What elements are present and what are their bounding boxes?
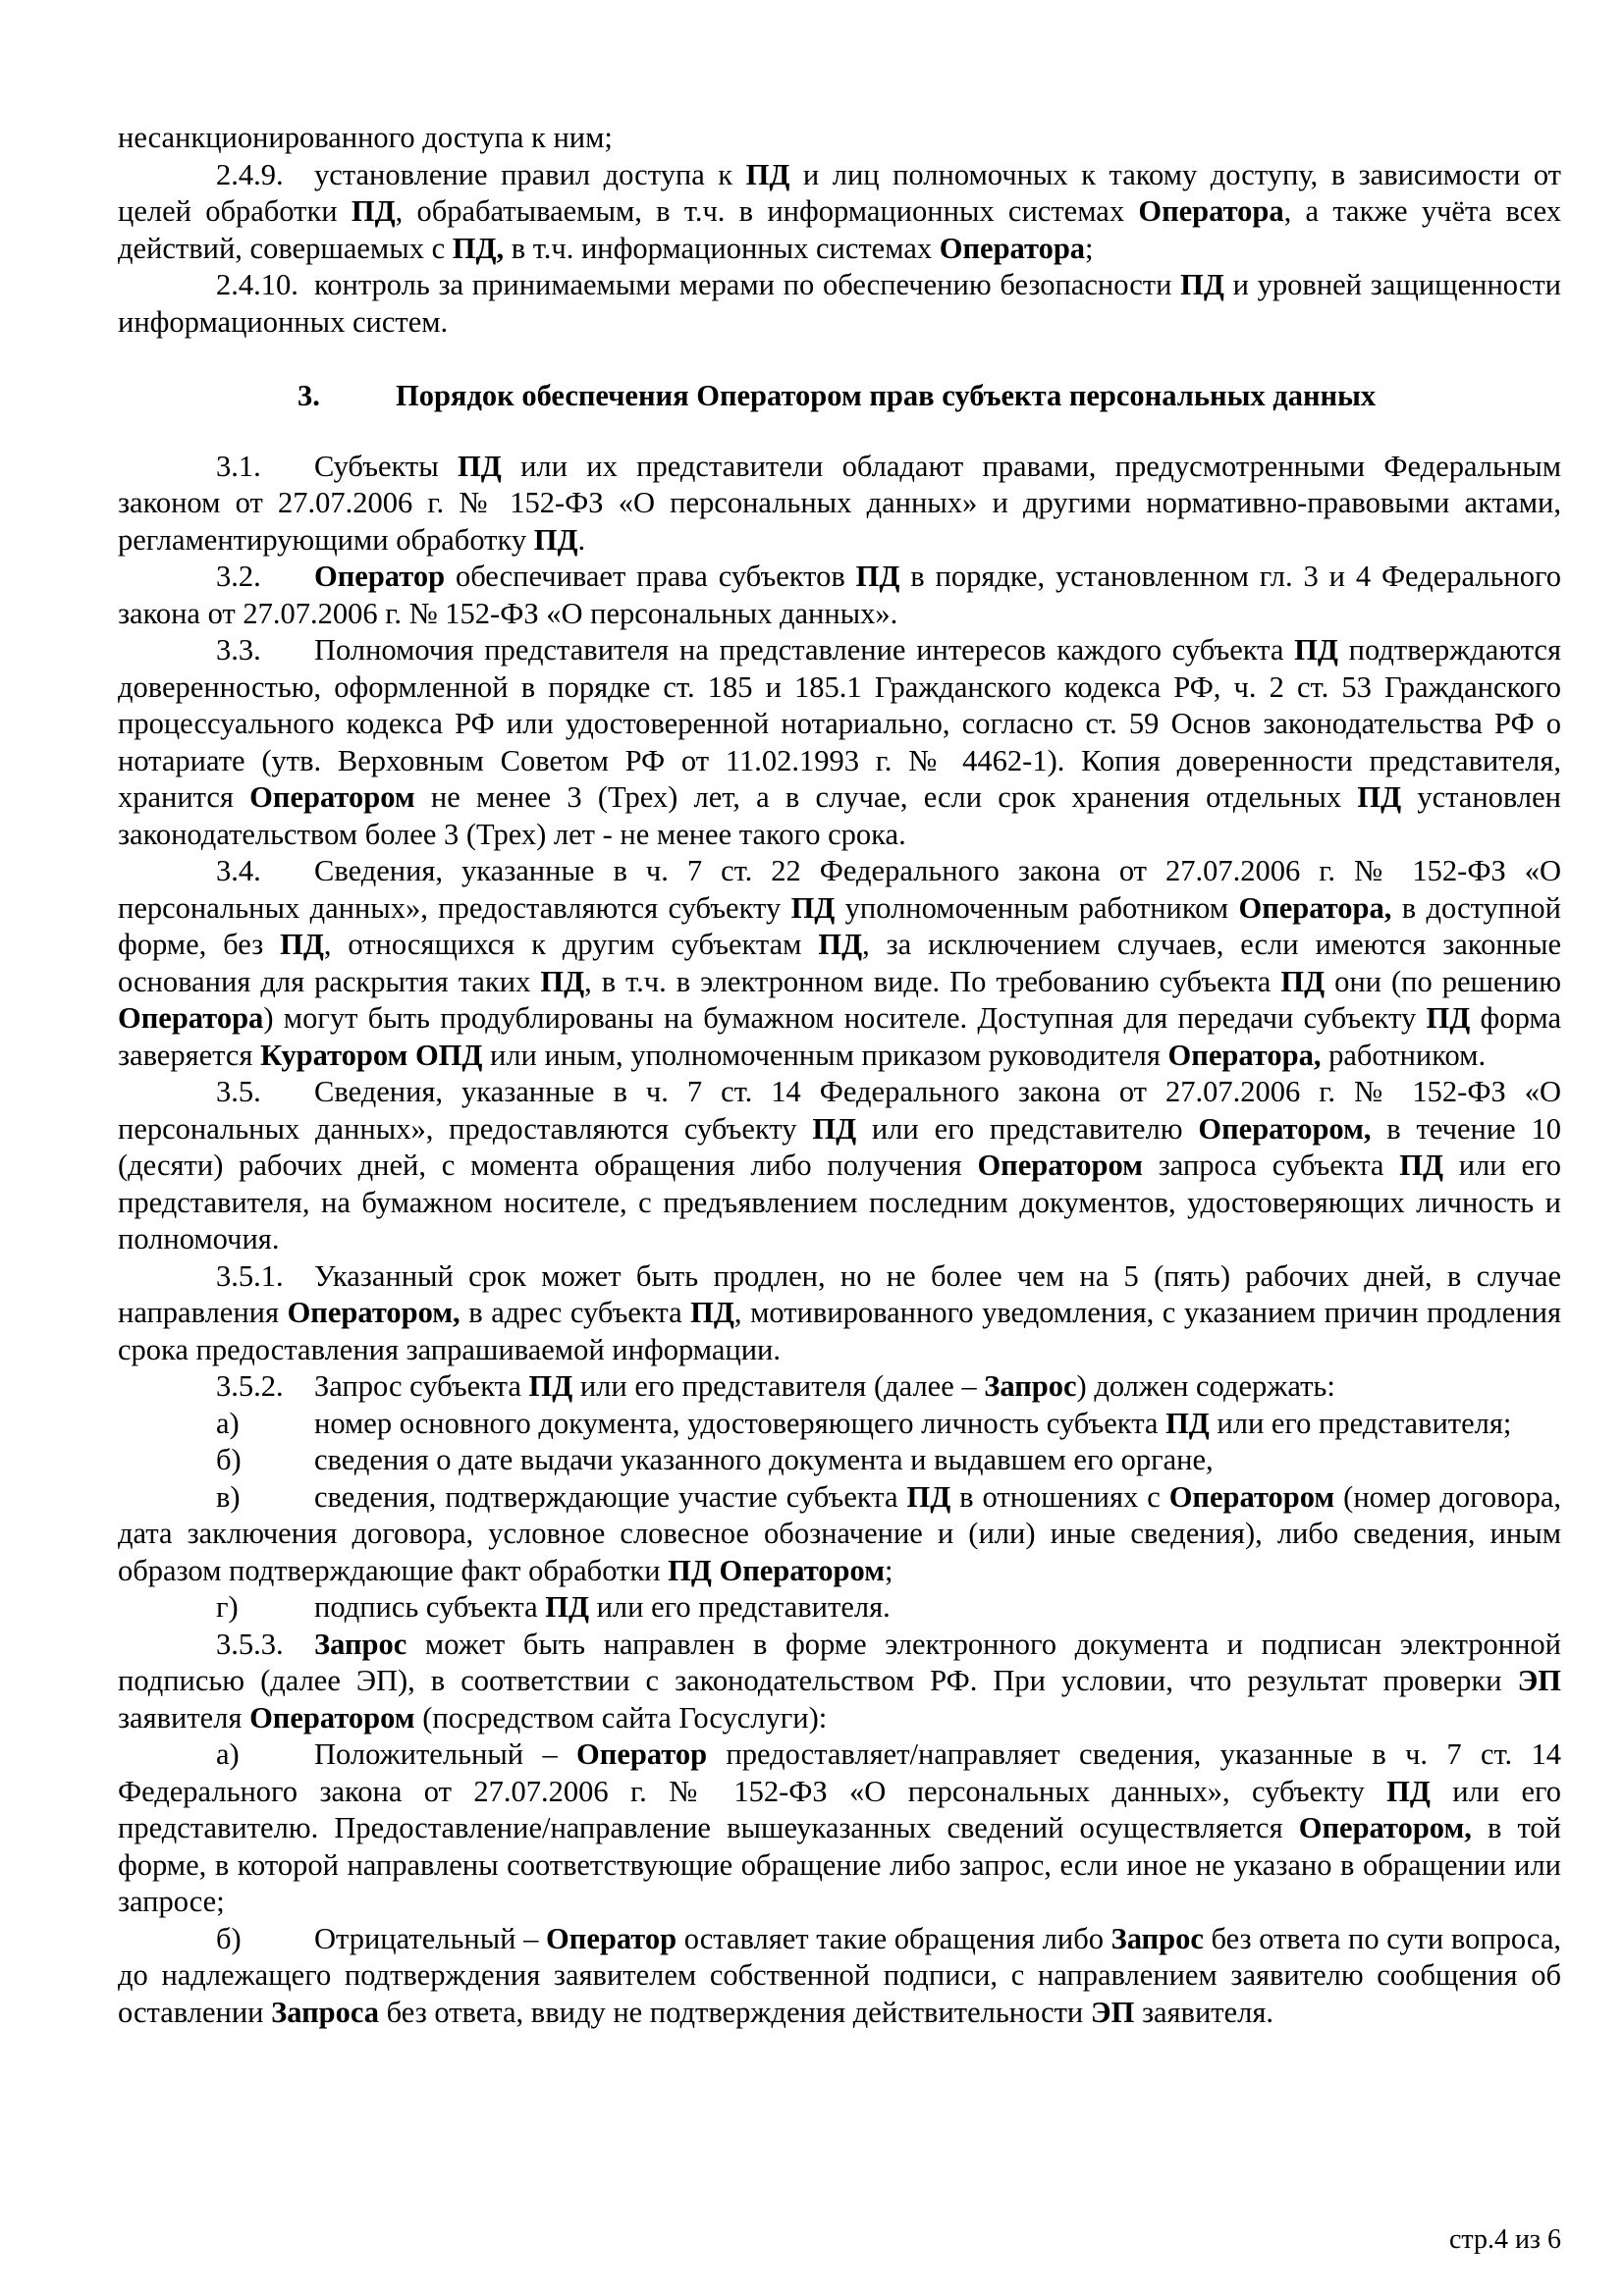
- text-run: без ответа по сути вопроса, до надлежащего подтверждения заявителем собственной подписи, с направлением заявителю сообщения об оставлении: [118, 1921, 1561, 2029]
- text-run: в той форме, в которой направлены соответствующие обращение либо запрос, если иное не указано в обращении или запросе;: [118, 1811, 1561, 1918]
- text-run: в доступной форме, без: [118, 890, 1561, 961]
- clause-number: 3.5.2.: [216, 1369, 284, 1403]
- paragraph: [118, 1736, 1561, 1921]
- bold-term: ПД: [1165, 1406, 1210, 1440]
- text-run: запроса субъекта: [1142, 1148, 1400, 1182]
- bold-term: Оператором,: [1298, 1811, 1472, 1844]
- bold-term: ПД: [790, 890, 836, 925]
- paragraph: [118, 1442, 1561, 1479]
- bold-term: Оператором: [249, 780, 415, 814]
- clause-number: 2.4.9.: [216, 157, 284, 191]
- text-run: , а также учёта всех действий, совершаемых с: [118, 194, 1561, 265]
- text-run: Сведения, указанные в ч. 7 ст. 22 Федерального закона от 27.07.2006 г. № 152-ФЗ «О персональных данных», предоставляются субъекту: [118, 854, 1561, 925]
- text-run: установление правил доступа к: [314, 157, 746, 191]
- section-3-body: [118, 449, 1561, 2032]
- paragraph: [118, 1368, 1561, 1406]
- paragraph: [118, 1921, 1561, 2032]
- text-run: форма заверяется: [118, 1001, 1561, 1072]
- bold-term: Оператора: [1138, 194, 1284, 228]
- bold-term: ПД: [1386, 1774, 1431, 1808]
- bold-term: ПД: [745, 157, 790, 191]
- text-run: или иным, уполномоченным приказом руководителя: [482, 1038, 1168, 1072]
- paragraph: [118, 120, 1561, 157]
- bold-term: Оператора: [118, 1001, 264, 1035]
- text-run: Полномочия представителя на представление интересов каждого субъекта: [314, 633, 1295, 667]
- text-run: (посредством сайта Госуслуги):: [414, 1700, 828, 1735]
- bold-term: ЭП: [1090, 1995, 1135, 2029]
- clause-number: 2.4.10.: [216, 268, 298, 301]
- text-run: предоставляет/направляет сведения, указанные в ч. 7 ст. 14 Федерального закона от 27.07.2006 г. № 152-ФЗ «О персональных данных», субъекту: [118, 1737, 1561, 1808]
- text-run: ) могут быть продублированы на бумажном носителе. Доступная для передачи субъекту: [263, 1001, 1427, 1035]
- bold-term: Запроса: [271, 1995, 380, 2029]
- bold-term: ПД: [855, 560, 900, 593]
- text-run: или их представители обладают правами, предусмотренными Федеральным законом от 27.07.2006 г. № 152-ФЗ «О персональных данных» и другими нормативно-правовыми актами, регламентирующими обработку: [118, 449, 1561, 557]
- clause-number: 3.5.3.: [216, 1627, 284, 1661]
- bold-term: ПД: [1280, 964, 1326, 998]
- bold-term: ПД: [1180, 268, 1224, 301]
- text-run: обеспечивает права субъектов: [445, 560, 856, 593]
- text-run: Указанный срок может быть продлен, но не более чем на 5 (пять) рабочих дней, в случае направления: [118, 1258, 1561, 1329]
- document-page: [118, 120, 1561, 2031]
- text-run: или его представителю: [856, 1111, 1199, 1146]
- bold-term: ПД: [812, 1111, 857, 1146]
- section-3-title: Порядок обеспечения Оператором прав субъекта персональных данных: [396, 379, 1377, 412]
- bold-term: ПД: [280, 928, 324, 961]
- bold-term: Оператором,: [1198, 1111, 1372, 1146]
- text-run: контроль за принимаемыми мерами по обеспечению безопасности: [314, 268, 1181, 301]
- bold-term: Оператора,: [1238, 890, 1392, 925]
- text-run: (номер договора, дата заключения договора, условное словесное обозначение и (или) иные сведения), либо сведения, иным образом подтверждающие факт обработки: [118, 1479, 1561, 1587]
- text-run: в отношениях с: [950, 1479, 1169, 1514]
- paragraph: [118, 1627, 1561, 1737]
- text-run: , мотивированного уведомления, с указанием причин продления срока предоставления запрашиваемой информации.: [118, 1296, 1561, 1366]
- text-run: в порядке, установленном гл. 3 и 4 Федерального закона от 27.07.2006 г. № 152-ФЗ «О персональных данных».: [118, 560, 1561, 630]
- bold-term: ПД: [818, 928, 863, 961]
- text-run: они (по решению: [1325, 964, 1561, 998]
- text-run: сведения, подтверждающие участие субъекта: [314, 1479, 907, 1514]
- text-run: .: [577, 522, 586, 557]
- text-run: или его представителя, на бумажном носителе, с предъявлением последним документов, удостоверяющих личность и полномочия.: [118, 1148, 1561, 1255]
- bold-term: Запрос: [984, 1369, 1077, 1403]
- text-run: Отрицательный –: [314, 1921, 547, 1955]
- bold-term: ПД: [533, 522, 578, 557]
- bold-term: ПД: [1426, 1001, 1471, 1035]
- text-run: сведения о дате выдачи указанного документа и выдавшем его органе,: [314, 1443, 1214, 1476]
- text-run: уполномоченным работником: [835, 890, 1239, 925]
- text-run: и уровней защищенности информационных систем.: [118, 268, 1562, 339]
- bold-term: Оператор: [314, 560, 446, 593]
- clause-number: в): [216, 1479, 241, 1514]
- clause-number: 3.3.: [216, 633, 261, 667]
- paragraph: [118, 267, 1561, 341]
- text-run: в течение 10 (десяти) рабочих дней, с момента обращения либо получения: [118, 1111, 1562, 1182]
- paragraph: [118, 853, 1561, 1074]
- bold-term: ПД: [690, 1296, 734, 1329]
- text-run: , за исключением случаев, если имеются законные основания для раскрытия таких: [118, 928, 1561, 998]
- clause-number: 3.4.: [216, 854, 261, 887]
- text-run: может быть направлен в форме электронного документа и подписан электронной подписью (далее ЭП), в соответствии с законодательством РФ. При условии, что результат проверки: [118, 1627, 1561, 1697]
- text-run: Запрос субъекта: [314, 1369, 529, 1403]
- text-run: и лиц полномочных к такому доступу, в зависимости от целей обработки: [118, 157, 1561, 228]
- bold-term: Запрос: [1110, 1921, 1204, 1955]
- bold-term: Оператора: [939, 231, 1086, 265]
- paragraph: [118, 1479, 1561, 1590]
- clause-number: 3.5.1.: [216, 1258, 284, 1293]
- bold-term: ПД: [351, 194, 396, 228]
- bold-term: ПД: [906, 1479, 951, 1514]
- section-2-continuation: [118, 120, 1561, 341]
- text-run: , относящихся к другим субъектам: [323, 928, 819, 961]
- text-run: установлен законодательством более 3 (Трех) лет - не менее такого срока.: [118, 780, 1561, 851]
- text-run: подтверждаются доверенностью, оформленной в порядке ст. 185 и 185.1 Гражданского кодекса РФ, ч. 2 ст. 53 Гражданского процессуального кодекса РФ или удостоверенной нотариально, согласно ст. 59 Основ законодательства РФ о нотариате (утв. Верховным Советом РФ от 11.02.1993 г. № 4462-1). Копия доверенности представителя, хранится: [118, 633, 1561, 814]
- text-run: или его представителя.: [588, 1590, 891, 1624]
- text-run: номер основного документа, удостоверяющего личность субъекта: [314, 1406, 1166, 1440]
- clause-number: 3.5.: [216, 1075, 261, 1108]
- paragraph: [118, 1589, 1561, 1627]
- bold-term: Куратором ОПД: [260, 1038, 483, 1072]
- bold-term: Оператором: [1168, 1479, 1335, 1514]
- text-run: оставляет такие обращения либо: [677, 1921, 1111, 1955]
- text-run: заявителя: [118, 1700, 250, 1735]
- text-run: Субъекты: [314, 449, 459, 483]
- bold-term: Оператором: [249, 1700, 415, 1735]
- bold-term: ПД: [540, 964, 585, 998]
- clause-number: 3.2.: [216, 560, 261, 593]
- text-run: или его представителю. Предоставление/направление вышеуказанных сведений осуществляется: [118, 1774, 1562, 1844]
- text-run: ;: [884, 1553, 893, 1587]
- paragraph: [118, 632, 1561, 853]
- text-run: или его представителя;: [1209, 1406, 1512, 1440]
- text-run: в т.ч. информационных системах: [504, 231, 940, 265]
- paragraph: [118, 1258, 1561, 1369]
- page-number: стр.4 из 6: [1448, 2224, 1561, 2255]
- bold-term: Оператором: [977, 1148, 1143, 1182]
- clause-number: г): [216, 1590, 239, 1624]
- bold-term: Оператором,: [287, 1296, 460, 1329]
- text-run: , в т.ч. в электронном виде. По требованию субъекта: [584, 964, 1281, 998]
- text-run: подпись субъекта: [314, 1590, 546, 1624]
- bold-term: ПД: [1399, 1148, 1443, 1182]
- text-run: или его представителя (далее –: [572, 1369, 985, 1403]
- section-3-number: 3.: [298, 379, 320, 412]
- text-run: Положительный –: [314, 1737, 577, 1771]
- bold-term: Оператора,: [1167, 1038, 1322, 1072]
- bold-term: ЭП: [1517, 1664, 1561, 1697]
- clause-number: б): [216, 1921, 242, 1955]
- clause-number: а): [216, 1406, 240, 1440]
- bold-term: ПД: [528, 1369, 573, 1403]
- text-run: ;: [1085, 231, 1094, 265]
- bold-term: ПД,: [452, 231, 505, 265]
- clause-number: 3.1.: [216, 449, 261, 483]
- text-run: ) должен содержать:: [1076, 1369, 1335, 1403]
- text-run: несанкционированного доступа к ним;: [118, 121, 613, 154]
- text-run: без ответа, ввиду не подтверждения действительности: [379, 1995, 1091, 2029]
- text-run: , обрабатываемым, в т.ч. в информационных системах: [395, 194, 1139, 228]
- paragraph: [118, 559, 1561, 632]
- bold-term: ПД: [545, 1590, 589, 1624]
- paragraph: [118, 157, 1561, 268]
- text-run: не менее 3 (Трех) лет, а в случае, если срок хранения отдельных: [414, 780, 1358, 814]
- clause-number: б): [216, 1443, 242, 1476]
- paragraph: [118, 1406, 1561, 1443]
- section-3-heading: [118, 378, 1561, 415]
- bold-term: ПД: [1294, 633, 1338, 667]
- text-run: в адрес субъекта: [460, 1296, 691, 1329]
- clause-number: а): [216, 1737, 240, 1771]
- paragraph: [118, 449, 1561, 560]
- bold-term: ПД: [1357, 780, 1402, 814]
- text-run: работником.: [1321, 1038, 1487, 1072]
- text-run: Сведения, указанные в ч. 7 ст. 14 Федерального закона от 27.07.2006 г. № 152-ФЗ «О персональных данных», предоставляются субъекту: [118, 1075, 1561, 1146]
- text-run: заявителя.: [1134, 1995, 1274, 2029]
- bold-term: ПД: [458, 449, 502, 483]
- bold-term: Оператор: [546, 1921, 677, 1955]
- paragraph: [118, 1074, 1561, 1258]
- bold-term: Оператор: [576, 1737, 708, 1771]
- bold-term: Запрос: [314, 1627, 407, 1661]
- bold-term: ПД Оператором: [668, 1553, 885, 1587]
